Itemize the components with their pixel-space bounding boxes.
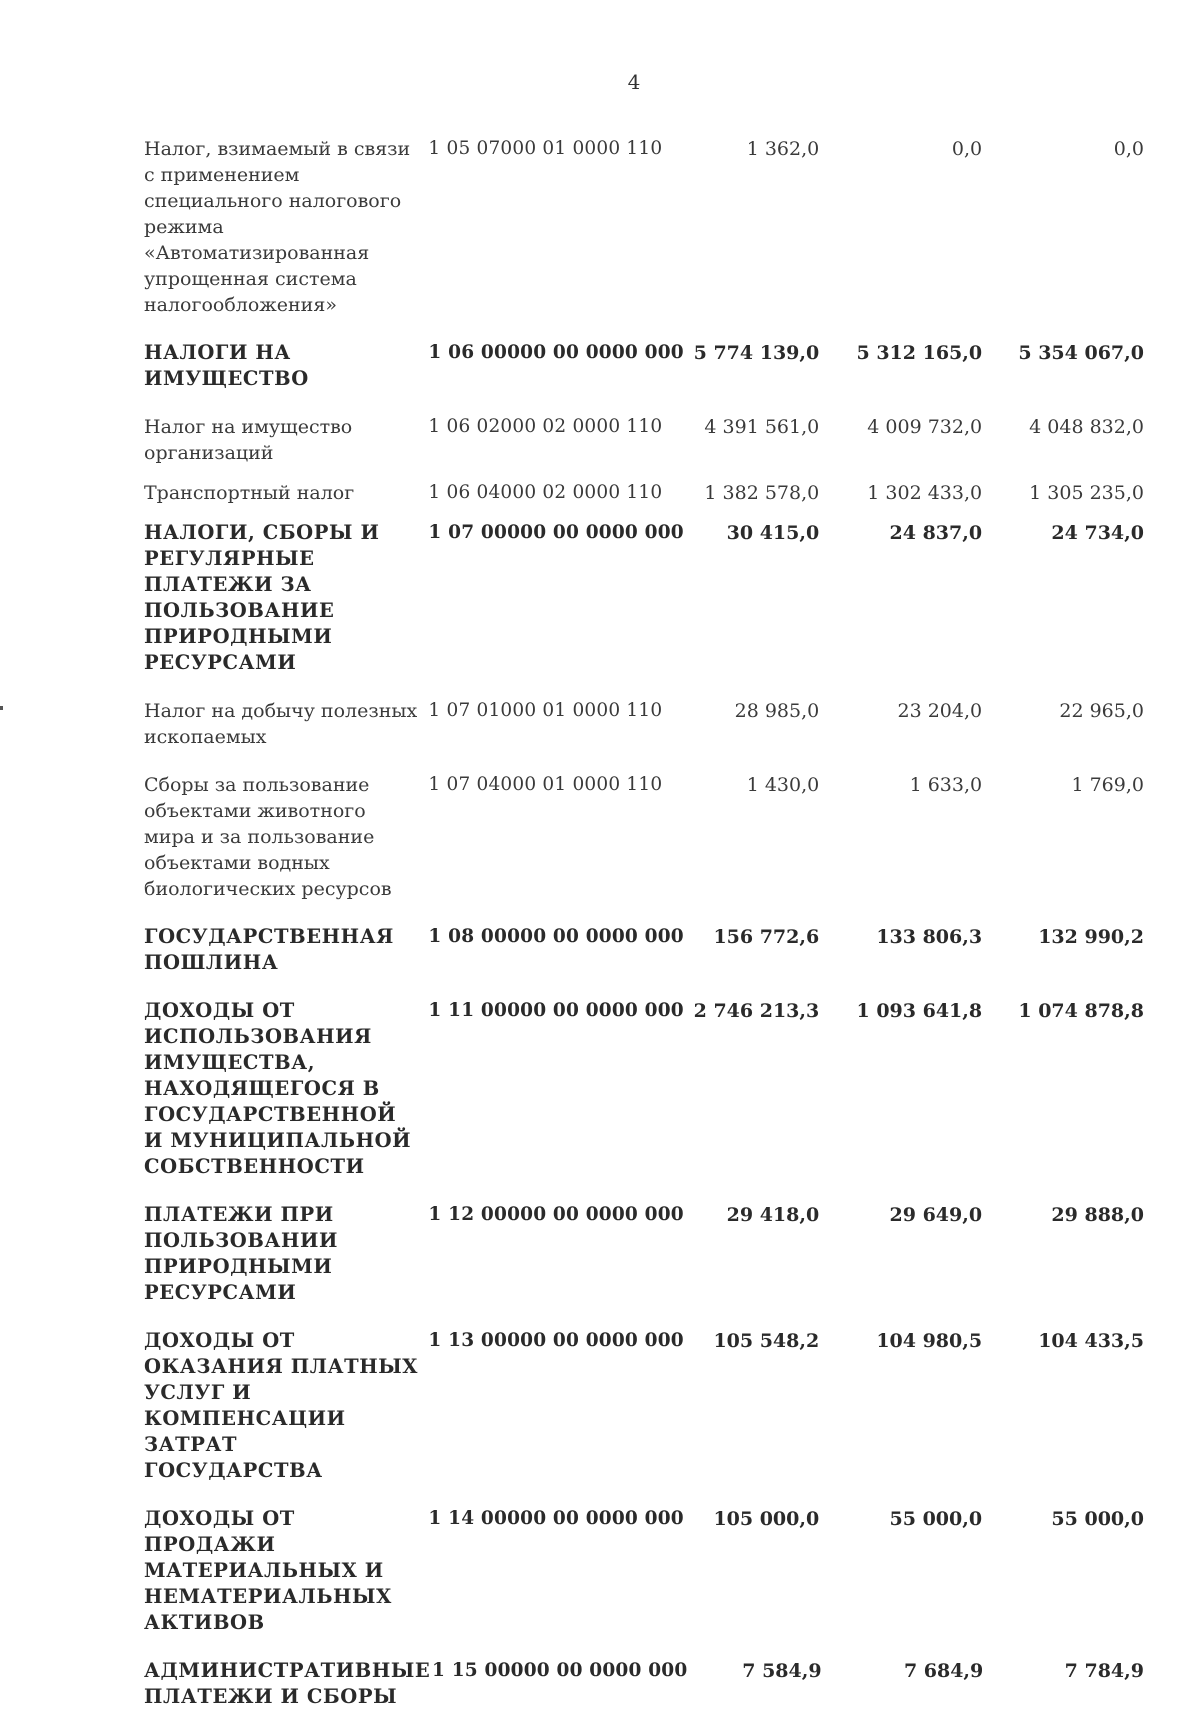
table-row: [144, 136, 1144, 318]
table-row: [144, 480, 1144, 506]
row-code: 1 08 00000 00 0000 000: [428, 926, 684, 947]
row-value-3: 1 074 878,8: [1018, 1000, 1144, 1022]
row-code: 1 07 04000 01 0000 110: [428, 774, 663, 795]
row-name: Транспортный налог: [144, 482, 355, 504]
row-name: АДМИНИСТРАТИВНЫЕ ПЛАТЕЖИ И СБОРЫ: [144, 1659, 431, 1708]
table-row: [144, 414, 1144, 466]
row-value-2: 1 093 641,8: [856, 1000, 983, 1022]
row-name: ДОХОДЫ ОТ ИСПОЛЬЗОВАНИЯ ИМУЩЕСТВА, НАХОДЯЩЕГОСЯ В ГОСУДАРСТВЕННОЙ И МУНИЦИПАЛЬНОЙ СОБСТВЕННОСТИ: [144, 999, 412, 1178]
row-value-3: 1 769,0: [1071, 774, 1144, 796]
row-code: 1 07 01000 01 0000 110: [428, 700, 663, 721]
scan-edge-mark: [0, 706, 3, 710]
row-value-3: 1 305 235,0: [1029, 482, 1144, 504]
table-row: [144, 924, 1144, 976]
row-value-3: 29 888,0: [1051, 1204, 1144, 1226]
row-value-3: 5 354 067,0: [1018, 342, 1144, 364]
row-name: Налог на добычу полезных ископаемых: [144, 700, 418, 748]
row-code: 1 06 04000 02 0000 110: [428, 482, 663, 503]
row-code: 1 15 00000 00 0000 000: [432, 1660, 688, 1681]
row-code: 1 11 00000 00 0000 000: [428, 1000, 684, 1021]
row-name: НАЛОГИ НА ИМУЩЕСТВО: [144, 341, 309, 390]
row-value-3: 7 784,9: [1064, 1660, 1144, 1682]
row-value-3: 22 965,0: [1059, 700, 1144, 722]
row-name: НАЛОГИ, СБОРЫ И РЕГУЛЯРНЫЕ ПЛАТЕЖИ ЗА ПОЛЬЗОВАНИЕ ПРИРОДНЫМИ РЕСУРСАМИ: [144, 521, 380, 674]
row-value-3: 24 734,0: [1051, 522, 1144, 544]
row-value-3: 0,0: [1113, 138, 1144, 160]
row-value-2: 1 633,0: [909, 774, 983, 796]
row-value-3: 104 433,5: [1038, 1330, 1144, 1352]
row-value-2: 1 302 433,0: [867, 482, 983, 504]
row-value-2: 0,0: [951, 138, 983, 160]
row-value-2: 24 837,0: [889, 522, 983, 544]
row-value-2: 5 312 165,0: [856, 342, 983, 364]
row-value-1: 1 430,0: [746, 774, 820, 796]
row-value-1: 29 418,0: [726, 1204, 820, 1226]
row-value-2: 23 204,0: [897, 700, 983, 722]
row-code: 1 07 00000 00 0000 000: [428, 522, 684, 543]
table-row: [144, 698, 1144, 750]
table-row: [144, 772, 1144, 902]
row-value-1: 5 774 139,0: [693, 342, 820, 364]
row-value-1: 105 000,0: [713, 1508, 820, 1530]
table-row: [144, 998, 1144, 1180]
row-value-2: 29 649,0: [889, 1204, 983, 1226]
row-value-3: 132 990,2: [1038, 926, 1144, 948]
row-name: Налог, взимаемый в связи с применением специального налогового режима «Автоматизированная упрощенная система налогообложения»: [144, 138, 411, 316]
table-row: [144, 1658, 1144, 1710]
row-value-2: 104 980,5: [876, 1330, 983, 1352]
row-value-2: 4 009 732,0: [867, 416, 983, 438]
row-name: ДОХОДЫ ОТ ОКАЗАНИЯ ПЛАТНЫХ УСЛУГ И КОМПЕНСАЦИИ ЗАТРАТ ГОСУДАРСТВА: [144, 1329, 419, 1482]
row-name: ГОСУДАРСТВЕННАЯ ПОШЛИНА: [144, 925, 394, 974]
row-value-2: 55 000,0: [889, 1508, 983, 1530]
row-value-2: 133 806,3: [876, 926, 983, 948]
row-name: ПЛАТЕЖИ ПРИ ПОЛЬЗОВАНИИ ПРИРОДНЫМИ РЕСУРСАМИ: [144, 1203, 339, 1304]
row-value-1: 2 746 213,3: [693, 1000, 820, 1022]
table-row: [144, 1202, 1144, 1306]
page-number: 4: [627, 70, 641, 94]
row-value-1: 1 362,0: [746, 138, 820, 160]
row-value-1: 4 391 561,0: [704, 416, 820, 438]
row-name: ДОХОДЫ ОТ ПРОДАЖИ МАТЕРИАЛЬНЫХ И НЕМАТЕРИАЛЬНЫХ АКТИВОВ: [144, 1507, 392, 1634]
row-value-1: 7 584,9: [742, 1660, 822, 1682]
row-value-3: 55 000,0: [1051, 1508, 1144, 1530]
row-code: 1 13 00000 00 0000 000: [428, 1330, 684, 1351]
row-name: Сборы за пользование объектами животного мира и за пользование объектами водных биологических ресурсов: [144, 774, 392, 900]
row-name: Налог на имущество организаций: [144, 416, 353, 464]
row-code: 1 12 00000 00 0000 000: [428, 1204, 684, 1225]
row-value-1: 28 985,0: [734, 700, 820, 722]
row-code: 1 06 00000 00 0000 000: [428, 342, 684, 363]
row-value-1: 156 772,6: [713, 926, 820, 948]
row-value-1: 30 415,0: [726, 522, 820, 544]
row-code: 1 14 00000 00 0000 000: [428, 1508, 684, 1529]
table-row: [144, 520, 1144, 676]
table-row: [144, 1328, 1144, 1484]
table-row: [144, 340, 1144, 392]
row-value-2: 7 684,9: [903, 1660, 984, 1682]
row-value-1: 1 382 578,0: [704, 482, 820, 504]
row-value-1: 105 548,2: [713, 1330, 820, 1352]
row-value-3: 4 048 832,0: [1029, 416, 1144, 438]
revenue-table: [144, 136, 1144, 1732]
row-code: 1 06 02000 02 0000 110: [428, 416, 663, 437]
table-row: [144, 1506, 1144, 1636]
row-code: 1 05 07000 01 0000 110: [428, 138, 663, 159]
